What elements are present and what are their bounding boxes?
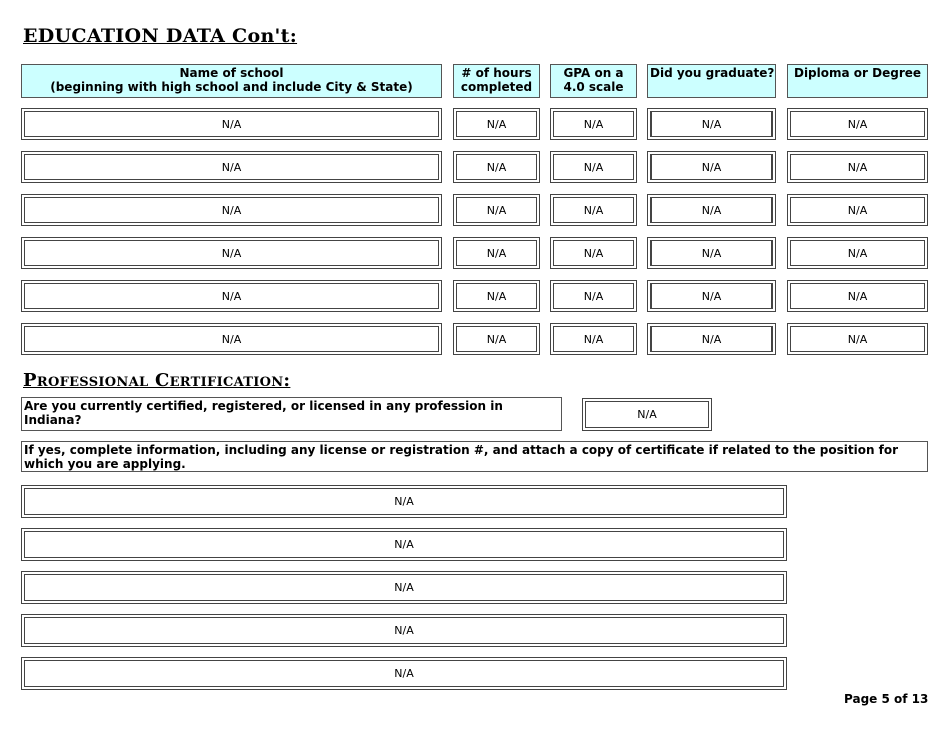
field-value: N/A [553,111,634,137]
hours-field[interactable] [453,237,540,269]
field-value: N/A [456,326,537,352]
graduate-field[interactable] [647,237,776,269]
graduate-field[interactable] [647,194,776,226]
school-name-field[interactable] [21,237,442,269]
field-value: N/A [24,326,439,352]
certification-answer-field[interactable] [582,398,712,431]
field-value: N/A [650,111,773,137]
diploma-field[interactable] [787,280,928,312]
education-section-title: EDUCATION DATA Con't: [23,25,298,47]
school-name-field[interactable] [21,280,442,312]
certification-instructions: If yes, complete information, including any license or registration #, and attach a copy of certificate if related to the position for which you are applying. [21,441,928,472]
field-value: N/A [553,326,634,352]
field-value: N/A [24,488,784,515]
diploma-field[interactable] [787,237,928,269]
field-value: N/A [650,326,773,352]
field-value: N/A [650,240,773,266]
diploma-field[interactable] [787,151,928,183]
school-name-field[interactable] [21,108,442,140]
certification-entry-field[interactable] [21,528,787,561]
school-name-field[interactable] [21,151,442,183]
field-value: N/A [24,574,784,601]
field-value: N/A [24,197,439,223]
field-value: N/A [24,531,784,558]
hours-field[interactable] [453,280,540,312]
field-value: N/A [790,240,925,266]
field-value: N/A [24,154,439,180]
school-name-field[interactable] [21,194,442,226]
header-hours-line2: completed [460,80,533,94]
header-did-you-graduate: Did you graduate? [647,64,776,98]
diploma-field[interactable] [787,323,928,355]
field-value: N/A [456,111,537,137]
header-gpa [550,64,637,98]
field-value: N/A [24,240,439,266]
field-value: N/A [24,111,439,137]
hours-field[interactable] [453,194,540,226]
graduate-field[interactable] [647,151,776,183]
field-value: N/A [790,154,925,180]
gpa-field[interactable] [550,151,637,183]
graduate-field[interactable] [647,280,776,312]
field-value: N/A [650,154,773,180]
field-value: N/A [456,240,537,266]
certification-entry-field[interactable] [21,614,787,647]
field-value: N/A [650,283,773,309]
gpa-field[interactable] [550,108,637,140]
field-value: N/A [24,617,784,644]
gpa-field[interactable] [550,194,637,226]
header-school-name-line1: Name of school [179,66,284,80]
hours-field[interactable] [453,151,540,183]
header-diploma-degree: Diploma or Degree [787,64,928,98]
school-name-field[interactable] [21,323,442,355]
gpa-field[interactable] [550,237,637,269]
field-value: N/A [790,111,925,137]
field-value: N/A [456,283,537,309]
header-hours-completed [453,64,540,98]
certification-entry-field[interactable] [21,657,787,690]
graduate-field[interactable] [647,108,776,140]
field-value: N/A [553,283,634,309]
field-value: N/A [585,401,709,428]
header-school-name [21,64,442,98]
field-value: N/A [553,154,634,180]
field-value: N/A [553,240,634,266]
diploma-field[interactable] [787,108,928,140]
field-value: N/A [790,326,925,352]
certification-entry-field[interactable] [21,571,787,604]
gpa-field[interactable] [550,323,637,355]
gpa-field[interactable] [550,280,637,312]
field-value: N/A [24,660,784,687]
diploma-field[interactable] [787,194,928,226]
field-value: N/A [456,197,537,223]
certification-question: Are you currently certified, registered, or licensed in any profession in Indiana? [21,397,562,431]
certification-section-title: Professional Certification: [23,370,291,391]
hours-field[interactable] [453,108,540,140]
header-gpa-line2: 4.0 scale [563,80,624,94]
field-value: N/A [456,154,537,180]
field-value: N/A [553,197,634,223]
page-number: Page 5 of 13 [844,692,929,706]
hours-field[interactable] [453,323,540,355]
header-school-name-line2: (beginning with high school and include City & State) [50,80,413,94]
header-hours-line1: # of hours [461,66,532,80]
field-value: N/A [790,197,925,223]
field-value: N/A [790,283,925,309]
field-value: N/A [24,283,439,309]
field-value: N/A [650,197,773,223]
graduate-field[interactable] [647,323,776,355]
certification-entry-field[interactable] [21,485,787,518]
header-gpa-line1: GPA on a [563,66,624,80]
